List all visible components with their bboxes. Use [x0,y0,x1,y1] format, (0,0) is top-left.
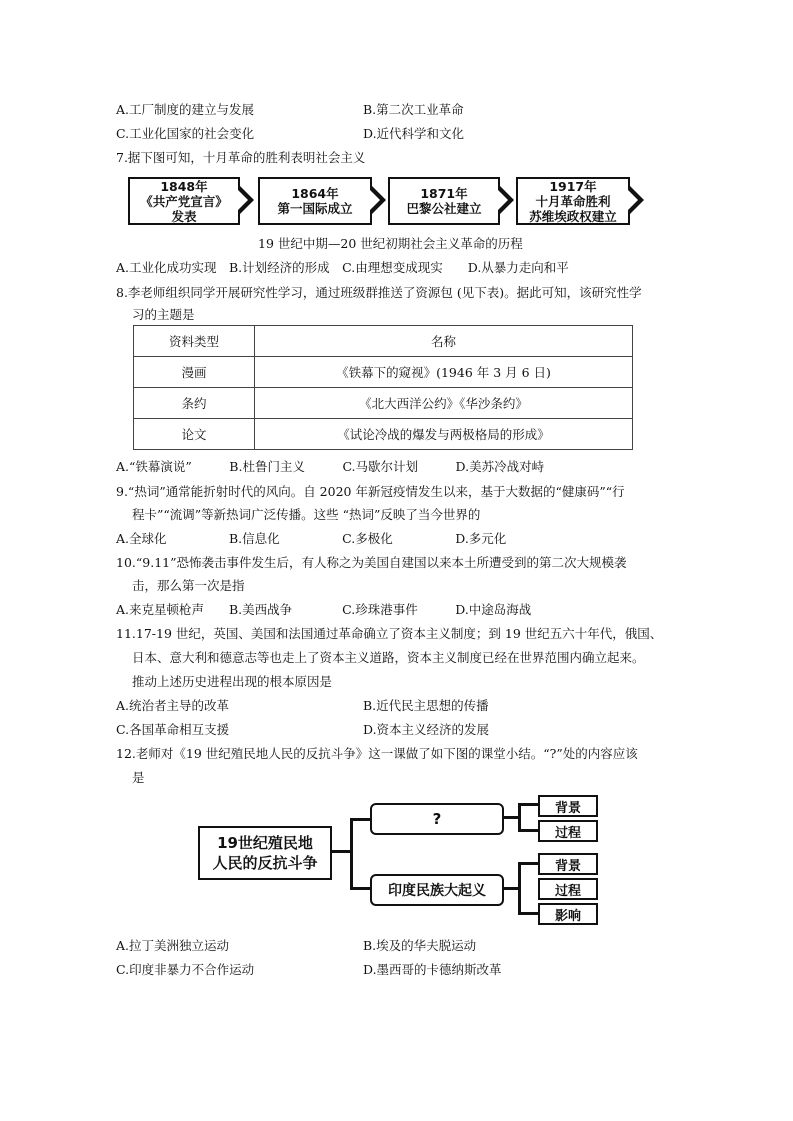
branch-unknown: ? [370,803,504,835]
table-header-row [134,326,633,357]
branch-india-uprising: 印度民族大起义 [370,874,504,906]
q7-options: A.工业化成功实现 B.计划经济的形成 C.由理想变成现实 D.从暴力走向和平 [116,260,569,275]
connector-line [350,818,353,888]
table-cell: 《铁幕下的窥视》(1946 年 3 月 6 日) [255,357,633,388]
q6-option-a: A.工厂制度的建立与发展 [116,102,255,117]
arrow-right-icon [238,184,254,216]
mind-map-root-line: 19世纪殖民地 [217,834,313,852]
flow-step-event: 第一国际成立 [277,201,353,216]
arrow-right-icon [628,184,644,216]
connector-line [518,862,521,914]
q11-stem: 11.17-19 世纪，英国、美国和法国通过革命确立了资本主义制度；到 19 世纪五六十年代，俄国、 [116,626,663,641]
connector-line [518,862,538,865]
table-cell: 《北大西洋公约》《华沙条约》 [255,388,633,419]
flow-step-event: 《共产党宣言》 [140,193,228,209]
flow-step-1871 [388,177,500,225]
q8-stem-cont: 习的主题是 [132,307,195,322]
q8-stem: 8.李老师组织同学开展研究性学习，通过班级群推送了资源包 (见下表)。据此可知，该研究性学 [116,285,642,300]
table-cell: 论文 [134,419,255,450]
connector-line [518,803,538,806]
flow-step-event: 十月革命胜利 [535,193,611,209]
q8-options: A.“铁幕演说” B.杜鲁门主义 C.马歇尔计划 D.美苏冷战对峙 [116,459,545,474]
q10-options: A.来克星顿枪声 B.美西战争 C.珍珠港事件 D.中途岛海战 [116,602,532,617]
q8-resource-table [133,325,633,450]
mind-map-root-line: 人民的反抗斗争 [212,854,318,872]
q12-option-c: C.印度非暴力不合作运动 [116,962,255,977]
q11-option-d: D.资本主义经济的发展 [363,722,490,737]
connector-line [504,887,518,890]
table-header: 资料类型 [134,326,255,357]
table-cell: 《试论冷战的爆发与两极格局的形成》 [255,419,633,450]
q9-stem: 9.“热词”通常能折射时代的风向。自 2020 年新冠疫情发生以来，基于大数据的“健康码”“行 [116,484,625,499]
flow-step-year: 1864年 [291,186,339,201]
arrow-right-icon [498,184,514,216]
flow-step-year: 1848年 [160,178,208,194]
arrow-right-icon [370,184,386,216]
table-header: 名称 [255,326,633,357]
connector-line [504,816,518,819]
leaf-process: 过程 [538,820,598,842]
q11-option-c: C.各国革命相互支援 [116,722,230,737]
leaf-impact: 影响 [538,903,598,925]
q12-option-d: D.墨西哥的卡德纳斯改革 [363,962,502,977]
q6-option-b: B.第二次工业革命 [363,102,464,117]
q9-options: A.全球化 B.信息化 C.多极化 D.多元化 [116,531,507,546]
connector-line [518,912,538,915]
q6-option-d: D.近代科学和文化 [363,126,465,141]
connector-line [332,850,350,853]
table-row [134,388,633,419]
table-cell: 条约 [134,388,255,419]
table-row [134,419,633,450]
leaf-process: 过程 [538,878,598,900]
q12-option-a: A.拉丁美洲独立运动 [116,938,230,953]
q7-caption: 19 世纪中期—20 世纪初期社会主义革命的历程 [258,236,523,251]
connector-line [350,887,370,890]
leaf-background: 背景 [538,795,598,817]
flow-step-1848 [128,177,240,225]
q6-option-c: C.工业化国家的社会变化 [116,126,255,141]
q12-stem: 12.老师对《19 世纪殖民地人民的反抗斗争》这一课做了如下图的课堂小结。“?”处的内容应该 [116,746,638,761]
connector-line [518,803,521,831]
flow-step-1864 [258,177,372,225]
leaf-background: 背景 [538,853,598,875]
q12-option-b: B.埃及的华夫脱运动 [363,938,477,953]
q11-stem-cont: 日本、意大利和德意志等也走上了资本主义道路，资本主义制度已经在世界范围内确立起来。 [132,650,645,665]
q11-option-a: A.统治者主导的改革 [116,698,230,713]
q11-option-b: B.近代民主思想的传播 [363,698,489,713]
flow-step-event: 巴黎公社建立 [406,201,482,216]
flow-step-year: 1871年 [420,186,468,201]
table-cell: 漫画 [134,357,255,388]
connector-line [518,829,538,832]
flow-step-1917 [516,177,630,225]
mind-map-root [198,826,332,880]
q9-stem-cont: 程卡”“流调”等新热词广泛传播。这些 “热词”反映了当今世界的 [132,507,481,522]
q11-stem-cont: 推动上述历史进程出现的根本原因是 [132,674,333,689]
connector-line [350,818,370,821]
flow-step-event: 苏维埃政权建立 [529,208,617,224]
flow-step-event: 发表 [171,208,197,224]
flow-step-year: 1917年 [549,178,597,194]
q12-stem-cont: 是 [132,770,145,785]
q10-stem-cont: 击，那么第一次是指 [132,578,245,593]
q7-stem: 7.据下图可知，十月革命的胜利表明社会主义 [116,150,366,165]
q10-stem: 10.“9.11”恐怖袭击事件发生后，有人称之为美国自建国以来本土所遭受到的第二次大规模袭 [116,555,627,570]
table-row [134,357,633,388]
